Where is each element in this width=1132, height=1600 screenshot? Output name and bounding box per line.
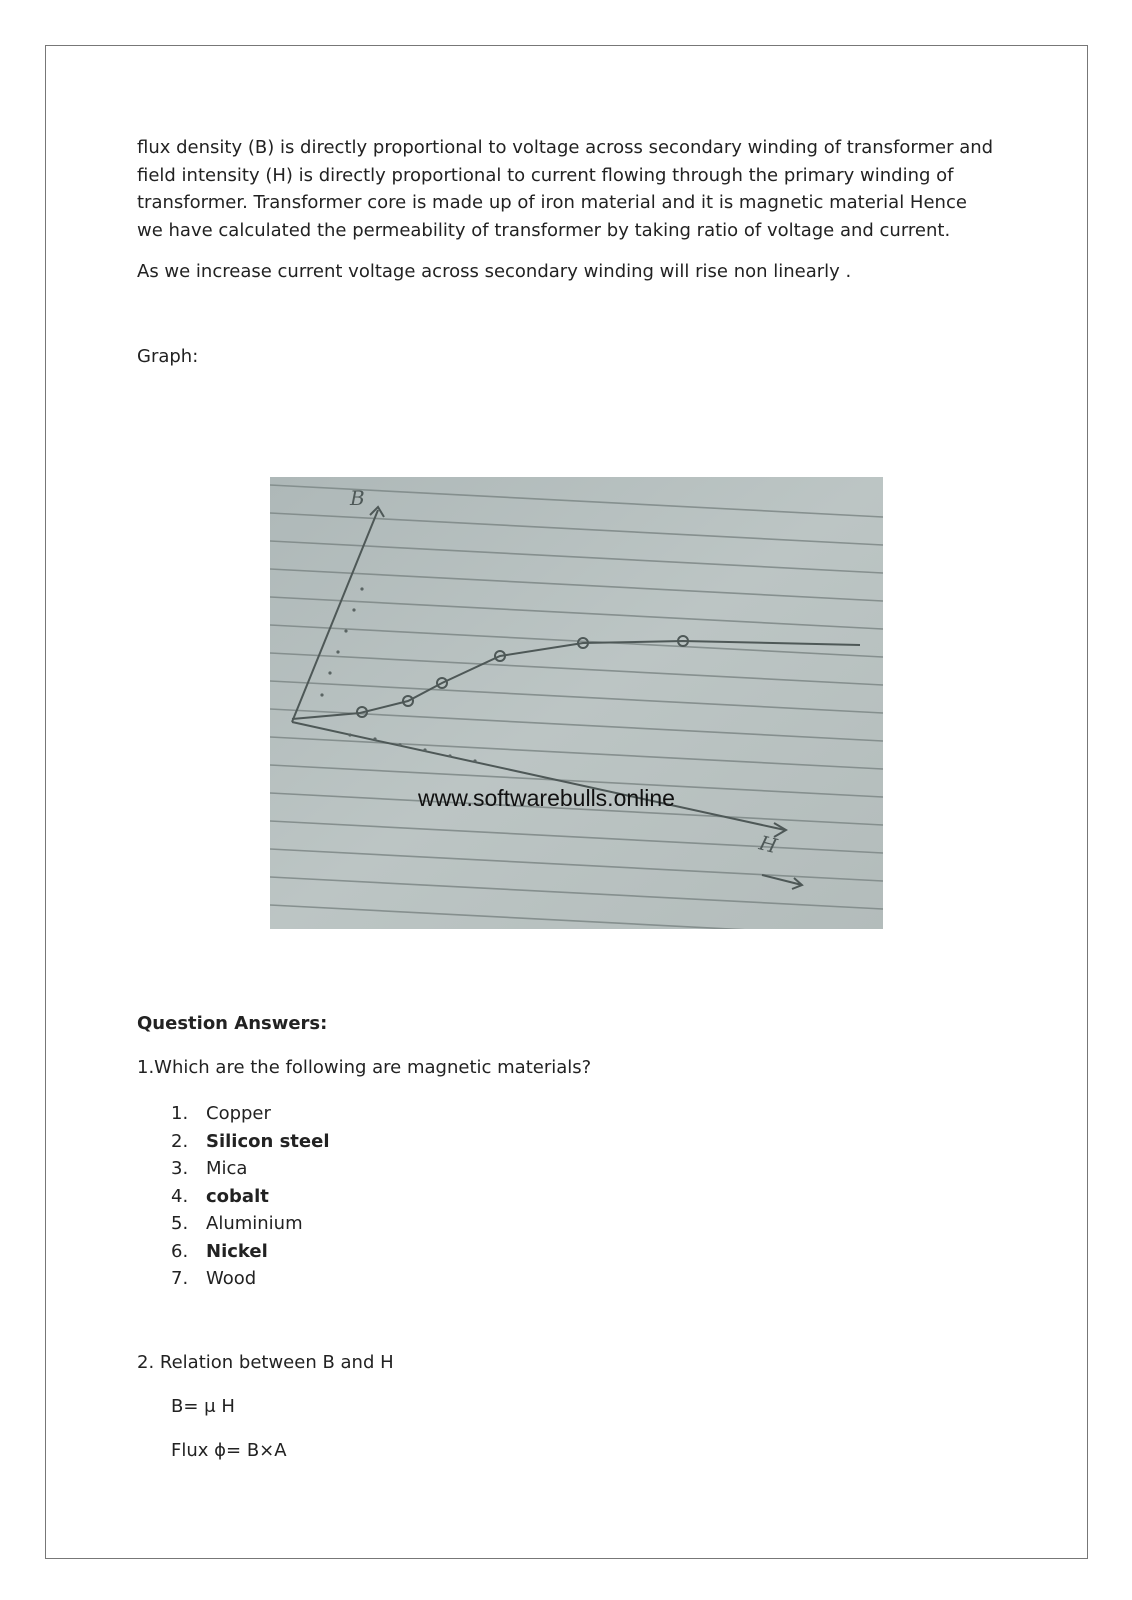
rise-paragraph: As we increase current voltage across secondary winding will rise non linearly . — [137, 261, 852, 282]
x-axis-label: H — [756, 830, 780, 859]
question-1: 1.Which are the following are magnetic materials? — [137, 1057, 592, 1078]
list-item: 5. Aluminium — [171, 1210, 330, 1238]
option-label: cobalt — [206, 1185, 269, 1207]
body-text — [137, 134, 997, 370]
question-2: 2. Relation between B and H — [137, 1352, 394, 1373]
option-label: Mica — [206, 1158, 248, 1179]
watermark-url: www.softwarebulls.online — [418, 785, 675, 811]
section-title: Question Answers: — [137, 1013, 328, 1034]
equation-b-mu-h: B= μ H — [171, 1396, 235, 1417]
list-item: 6. Nickel — [171, 1238, 330, 1266]
list-item: 2. Silicon steel — [171, 1128, 330, 1156]
equation-flux: Flux ϕ= B×A — [171, 1440, 287, 1461]
list-item: 7. Wood — [171, 1265, 330, 1293]
list-item: 1. Copper — [171, 1100, 330, 1128]
option-label: Aluminium — [206, 1213, 303, 1234]
list-item: 4. cobalt — [171, 1183, 330, 1211]
intro-paragraph: flux density (B) is directly proportional to voltage across secondary winding of transformer and field intensity (H) is directly proportional to current flowing through the primary winding of transformer. Transformer core is made up of iron material and it is magnetic material Hence we have calculated the permeability of transformer by taking ratio of voltage and current. — [137, 137, 994, 241]
answer-options — [171, 1100, 330, 1293]
option-label: Nickel — [206, 1240, 268, 1262]
option-label: Copper — [206, 1103, 271, 1124]
list-item: 3. Mica — [171, 1155, 330, 1183]
graph-label: Graph: — [137, 345, 199, 367]
bh-curve-sketch — [270, 477, 883, 929]
bh-curve-photo — [270, 477, 883, 929]
y-axis-label: B — [350, 486, 365, 510]
option-label: Wood — [206, 1268, 257, 1289]
option-label: Silicon steel — [206, 1130, 330, 1152]
